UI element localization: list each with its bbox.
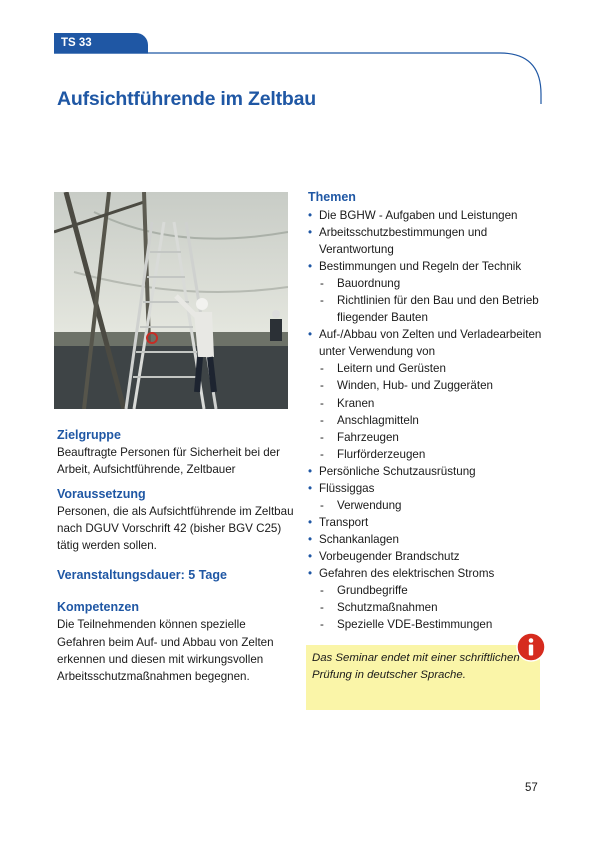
dash-marker: - <box>320 294 324 308</box>
section-voraussetzung <box>57 487 297 554</box>
topic-item <box>308 548 543 565</box>
section-heading: Veranstaltungsdauer: 5 Tage <box>57 568 227 583</box>
topic-subitem <box>308 360 543 377</box>
topic-text: Fahrzeugen <box>337 430 399 444</box>
section-text: Die Teilnehmenden können spezielle Gefahren beim Auf- und Abbau von Zelten erkennen und diesen mit wirkungsvollen Arbeitsschutzmaßnahmen begegnen. <box>57 618 274 683</box>
topic-item <box>308 514 543 531</box>
topic-subitem <box>308 582 543 599</box>
dash-marker: - <box>320 584 324 598</box>
dash-marker: - <box>320 447 324 461</box>
section-heading: Voraussetzung <box>57 487 146 502</box>
topic-subitem <box>308 599 543 616</box>
topic-text: Schutzmaßnahmen <box>337 601 438 615</box>
topic-text: Die BGHW - Aufgaben und Leistungen <box>319 209 518 222</box>
topic-text: Grundbegriffe <box>337 584 408 598</box>
topic-subitem <box>308 446 543 463</box>
topic-text: Richtlinien für den Bau und den Betrieb fliegender Bauten <box>337 294 539 325</box>
topic-subitem <box>308 395 543 412</box>
dash-marker: - <box>320 618 324 632</box>
info-text: Das Seminar endet mit einer schriftlichen Prüfung in deutscher Sprache. <box>312 652 520 681</box>
dash-marker: - <box>320 430 324 444</box>
topic-subitem <box>308 497 543 514</box>
topic-text: Spezielle VDE-Bestimmungen <box>337 618 493 632</box>
topic-text: Persönliche Schutzausrüstung <box>319 464 476 478</box>
topic-text: Schankanlagen <box>319 532 399 546</box>
topic-item <box>308 207 543 224</box>
info-icon <box>516 632 546 662</box>
topic-item <box>308 326 543 360</box>
topic-text: Gefahren des elektrischen Stroms <box>319 566 495 580</box>
dash-marker: - <box>320 379 324 393</box>
course-code-tab <box>54 33 148 53</box>
section-text: Beauftragte Personen für Sicherheit bei der Arbeit, Aufsichtführende, Zeltbauer <box>57 446 280 477</box>
course-code: TS 33 <box>61 37 92 49</box>
topic-text: Verwendung <box>337 498 402 512</box>
topics-heading: Themen <box>308 190 356 204</box>
topic-item <box>308 463 543 480</box>
topic-text: Leitern und Gerüsten <box>337 362 446 376</box>
section-dauer <box>57 568 297 582</box>
topic-text: Auf-/Abbau von Zelten und Verladearbeiten unter Verwendung von <box>319 328 542 359</box>
page-number: 57 <box>525 782 538 794</box>
topic-text: Arbeitsschutzbestimmungen und Verantwortung <box>319 226 488 257</box>
left-column <box>57 428 297 694</box>
section-heading: Kompetenzen <box>57 600 139 615</box>
topic-text: Flurförderzeugen <box>337 447 426 461</box>
topics-column <box>308 190 543 633</box>
section-text: Personen, die als Aufsichtführende im Zeltbau nach DGUV Vorschrift 42 (bisher BGV C25) tätig werden sollen. <box>57 505 294 553</box>
topic-item <box>308 565 543 582</box>
dash-marker: - <box>320 413 324 427</box>
section-kompetenzen <box>57 600 297 684</box>
info-box <box>306 645 540 710</box>
section-heading: Zielgruppe <box>57 428 121 442</box>
topic-item <box>308 480 543 497</box>
dash-marker: - <box>320 601 324 615</box>
tent-construction-photo <box>54 192 288 409</box>
dash-marker: - <box>320 396 324 410</box>
dash-marker: - <box>320 498 324 512</box>
topic-subitem <box>308 429 543 446</box>
topic-text: Bestimmungen und Regeln der Technik <box>319 260 522 274</box>
topics-list <box>308 207 543 633</box>
topic-subitem <box>308 616 543 633</box>
topic-subitem <box>308 275 543 292</box>
topic-text: Winden, Hub- und Zuggeräten <box>337 379 493 393</box>
topic-subitem <box>308 412 543 429</box>
topic-item <box>308 531 543 548</box>
dash-marker: - <box>320 277 324 291</box>
topic-text: Kranen <box>337 396 375 410</box>
topic-item <box>308 224 543 258</box>
topic-subitem <box>308 292 543 326</box>
topic-text: Bauordnung <box>337 277 401 291</box>
dash-marker: - <box>320 362 324 376</box>
topic-item <box>308 258 543 275</box>
topic-text: Vorbeugender Brandschutz <box>319 549 460 563</box>
section-zielgruppe <box>57 428 297 478</box>
topic-text: Anschlagmitteln <box>337 413 419 427</box>
topic-text: Transport <box>319 515 369 529</box>
topic-text: Flüssiggas <box>319 481 375 495</box>
page-title: Aufsichtführende im Zeltbau <box>57 88 316 110</box>
topic-subitem <box>308 377 543 394</box>
